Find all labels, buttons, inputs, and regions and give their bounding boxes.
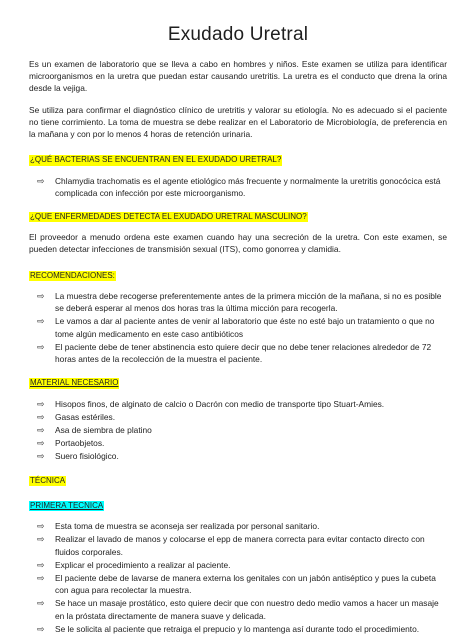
list-item: ⇨ Realizar el lavado de manos y colocarse el epp de manera correcta para evitar contacto directo con fluidos corporales. <box>37 534 425 557</box>
list-item: ⇨ El paciente debe de lavarse de manera externa los genitales con un jabón antiséptico y pues la cubeta con agua para recolectar la muestra. <box>37 573 436 596</box>
arrow-bullet-icon: ⇨ <box>37 598 45 609</box>
arrow-bullet-icon: ⇨ <box>37 316 45 327</box>
arrow-bullet-icon: ⇨ <box>37 175 45 186</box>
recommendations-list <box>29 290 447 365</box>
materials-list <box>29 398 447 463</box>
list-item: ⇨ Se le solicita al paciente que retraiga el prepucio y lo mantenga así durante todo el procedimiento. <box>29 623 447 635</box>
intro-paragraph-1: Es un examen de laboratorio que se lleva a cabo en hombres y niños. Este examen se utiliza para identificar microorganismos en la uretra que puedan estar causando uretritis. La uretra es el conducto que drena la orina desde la vejiga. <box>29 59 447 94</box>
arrow-bullet-icon: ⇨ <box>37 398 45 409</box>
materials-heading: MATERIAL NECESARIO <box>30 378 119 388</box>
list-item: ⇨ Suero fisiológico. <box>29 450 447 462</box>
arrow-bullet-icon: ⇨ <box>37 559 45 570</box>
list-item: ⇨ Asa de siembra de platino <box>29 424 447 436</box>
list-item: ⇨ Le vamos a dar al paciente antes de venir al laboratorio que éste no esté bajo un tratamiento o que no tome algún medicamento en este caso antibióticos <box>37 316 435 339</box>
arrow-bullet-icon: ⇨ <box>37 411 45 422</box>
list-item: ⇨ Portaobjetos. <box>29 437 447 449</box>
arrow-bullet-icon: ⇨ <box>37 573 45 584</box>
list-item: ⇨ La muestra debe recogerse preferentemente antes de la primera micción de la mañana, si no es posible se deberá esperar al menos dos horas tras la última micción para recogerla. <box>37 291 442 314</box>
arrow-bullet-icon: ⇨ <box>37 341 45 352</box>
question-bacteria-heading: ¿QUÉ BACTERIAS SE ENCUENTRAN EN EL EXUDADO URETRAL? <box>30 155 282 165</box>
list-item: ⇨ El paciente debe de tener abstinencia esto quiere decir que no debe tener relaciones alrededor de 72 horas antes de la recolección de la muestra el paciente. <box>37 341 432 364</box>
list-item: ⇨ Se hace un masaje prostático, esto quiere decir que con nuestro dedo medio vamos a hacer un masaje en la próstata directamente de manera suave y delicada. <box>37 598 439 621</box>
list-item: ⇨ Gasas estériles. <box>29 411 447 423</box>
first-technique-heading: PRIMERA TECNICA <box>30 500 104 510</box>
document-title: Exudado Uretral <box>167 24 309 45</box>
arrow-bullet-icon: ⇨ <box>37 438 45 449</box>
arrow-bullet-icon: ⇨ <box>37 623 45 634</box>
question-diseases-heading: ¿QUE ENFERMEDADES DETECTA EL EXUDADO URETRAL MASCULINO? <box>30 211 307 221</box>
diseases-paragraph: El proveedor a menudo ordena este examen cuando hay una secreción de la uretra. Con este examen, se pueden detectar infecciones de transmisión sexual (ITS), como gonorrea y clamidia. <box>29 232 447 255</box>
arrow-bullet-icon: ⇨ <box>37 291 45 302</box>
arrow-bullet-icon: ⇨ <box>37 521 45 532</box>
list-item: ⇨ Esta toma de muestra se aconseja ser realizada por personal sanitario. <box>29 520 447 532</box>
list-item: ⇨ Chlamydia trachomatis es el agente etiológico más frecuente y normalmente la uretritis gonocócica está complicada con infección por este microorganismo. <box>37 175 441 198</box>
intro-paragraph-2: Se utiliza para confirmar el diagnóstico clínico de uretritis y valorar su etiología. No es adecuado si el paciente no tiene corrimiento. La toma de muestra se debe realizar en el Laboratorio de Microbiología, de preferencia en la mañana y con por lo menos 4 horas de retención urinaria. <box>29 104 447 139</box>
list-item: ⇨ Explicar el procedimiento a realizar al paciente. <box>29 559 447 571</box>
arrow-bullet-icon: ⇨ <box>37 534 45 545</box>
arrow-bullet-icon: ⇨ <box>37 424 45 435</box>
bacteria-list <box>29 175 447 199</box>
technique-heading: TÉCNICA <box>30 475 66 485</box>
list-item: ⇨ Hisopos finos, de alginato de calcio o Dacrón con medio de transporte tipo Stuart-Amies. <box>29 398 447 410</box>
first-technique-list <box>29 520 447 635</box>
arrow-bullet-icon: ⇨ <box>37 451 45 462</box>
recommendations-heading: RECOMENDACIONES: <box>30 270 115 280</box>
